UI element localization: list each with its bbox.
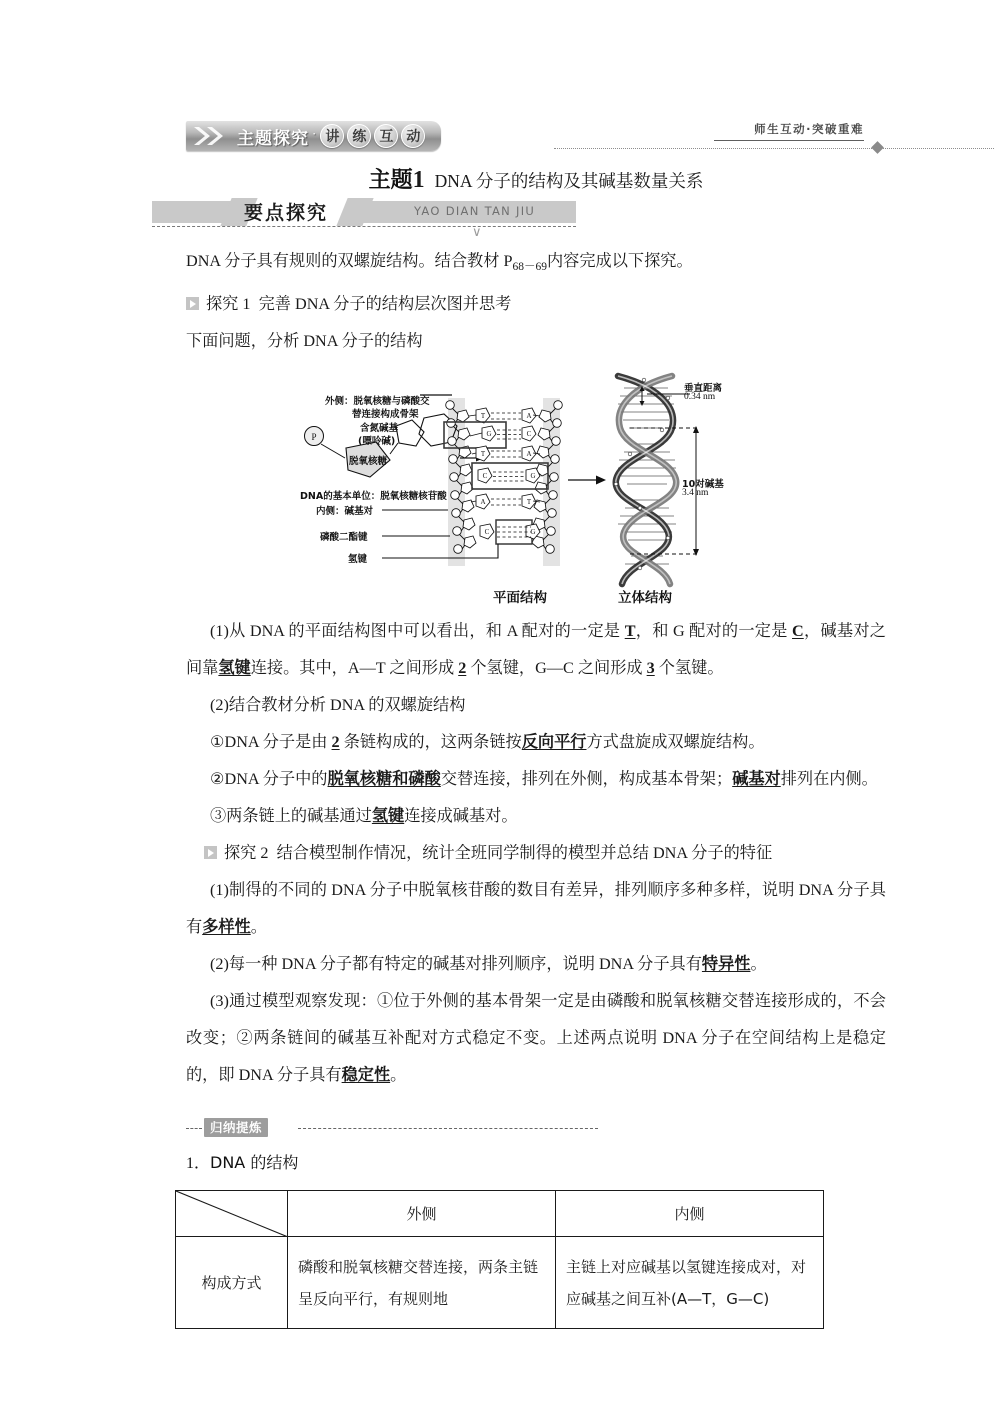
q2-2-text-a: ②DNA 分子中的	[210, 770, 328, 788]
q2-2-answer-1: 脱氧核糖和磷酸	[327, 770, 441, 788]
q2-3-text-a: ③两条链上的碱基通过	[210, 807, 372, 825]
q2-1-answer-2: 反向平行	[521, 733, 587, 751]
diamond-icon	[871, 141, 884, 154]
q2-1-text-a: ①DNA 分子是由	[210, 733, 332, 751]
paragraph-q1	[186, 613, 886, 687]
e2-2-text-b: 。	[750, 955, 767, 973]
table-rowhead-composition: 构成方式	[176, 1237, 288, 1329]
q1-answer-2: C	[792, 622, 804, 640]
paragraph-explore-2	[186, 835, 886, 872]
dna-structure-figure	[300, 358, 724, 610]
figure-label-vertical-value: 0.34 nm	[684, 392, 716, 402]
summary-heading-text: DNA 的结构	[210, 1153, 299, 1172]
e2-1-text-b: 。	[250, 918, 267, 936]
table-row	[176, 1237, 824, 1329]
figure-label-pitch-value: 3.4 nm	[682, 488, 709, 498]
section-banner-pinyin: YAO DIAN TAN JIU	[414, 204, 536, 218]
chevron-down-icon: ∨	[472, 225, 482, 240]
paragraph-q2-1	[186, 724, 886, 761]
svg-text:G: G	[486, 430, 492, 438]
figure-label-phosphodiester: 磷酸二酯键	[320, 532, 368, 543]
q2-2-text-b: 交替连接，排列在外侧，构成基本骨架；	[440, 770, 733, 788]
header-badge: 练	[347, 124, 371, 148]
body-block-answers-1	[186, 613, 886, 1094]
table-corner-cell	[176, 1191, 288, 1237]
section-banner-dashed-rule	[152, 226, 576, 227]
header-right-underline	[714, 140, 864, 141]
q1-text-b: ，和 G 配对的一定是	[635, 622, 793, 640]
q1-text-f: 个氢键。	[654, 659, 724, 677]
paragraph-q2-heading: (2)结合教材分析 DNA 的双螺旋结构	[210, 696, 466, 714]
figure-label-nitrogen-base: 含氮碱基	[360, 423, 399, 434]
q1-answer-3: 氢键	[218, 659, 251, 677]
e2-3-text-a: (3)通过模型观察发现：①位于外侧的基本骨架一定是由磷酸和脱氧核糖交替连接形成的，不会改变；②两条链间的碱基互补配对方式稳定不变。上述两点说明 DNA 分子在空间结构上是稳定的，即 DNA 分子具有	[186, 992, 886, 1084]
explore2-label: 探究 2	[224, 844, 269, 862]
summary-dash-right	[298, 1128, 598, 1129]
header-right-note-group	[714, 121, 864, 141]
explore1-text: 完善 DNA 分子的结构层次图并思考	[258, 295, 512, 314]
q2-1-text-b: 条链构成的，这两条链按	[339, 733, 522, 751]
body-block-intro	[186, 243, 886, 360]
q1-answer-4: 2	[458, 659, 467, 677]
svg-text:T: T	[480, 412, 486, 420]
q1-text-d: 连接。其中，A—T 之间形成	[250, 659, 459, 677]
paragraph-e2-3	[186, 983, 886, 1094]
summary-dash-left	[186, 1128, 202, 1129]
q1-text-c: ，碱基对之间靠	[186, 622, 886, 677]
page-title-subject: DNA 分子的结构及其碱基数量关系	[434, 171, 704, 191]
figure-label-outer-line1: 外侧：脱氧核糖与磷酸交	[325, 396, 430, 407]
summary-heading	[186, 1150, 298, 1173]
figure-label-inner-basepair: 内侧：碱基对	[316, 506, 374, 517]
q2-1-answer-1: 2	[331, 733, 340, 751]
svg-text:C: C	[484, 528, 490, 536]
page-title-label: 主题	[368, 168, 413, 193]
svg-text:C: C	[526, 430, 532, 438]
figure-caption-solid: 立体结构	[618, 590, 672, 606]
figure-label-vertical-distance: 垂直距离	[684, 383, 723, 394]
paragraph-q2-3	[186, 798, 886, 835]
summary-tag: 归纳提炼	[204, 1118, 268, 1137]
header-banner-separator: ·	[312, 126, 317, 141]
q1-text-e: 个氢键，G—C 之间形成	[466, 659, 647, 677]
page-title	[186, 163, 886, 194]
explore1-label: 探究 1	[206, 295, 251, 314]
table-header-row	[176, 1191, 824, 1237]
svg-text:A: A	[526, 450, 532, 458]
table-cell-inner: 主链上对应碱基以氢键连接成对，对应碱基之间互补(A—T，G—C)	[556, 1237, 824, 1329]
intro-text-a: DNA 分子具有规则的双螺旋结构。结合教材 P	[186, 252, 513, 270]
table-header-outer: 外侧	[288, 1191, 556, 1237]
svg-text:T: T	[526, 498, 532, 506]
triangle-bullet-icon	[204, 846, 217, 859]
header-badge: 讲	[320, 124, 344, 148]
e2-2-answer: 特异性	[701, 955, 751, 973]
svg-text:G: G	[530, 528, 536, 536]
e2-3-answer: 稳定性	[341, 1066, 391, 1084]
q2-2-answer-2: 碱基对	[732, 770, 781, 788]
figure-label-hydrogen-bond: 氢键	[348, 554, 368, 565]
e2-2-text-a: (2)每一种 DNA 分子都有特定的碱基对排列顺序，说明 DNA 分子具有	[210, 955, 702, 973]
header-badge: 动	[401, 124, 425, 148]
q2-3-text-b: 连接成碱基对。	[404, 807, 518, 825]
double-chevron-icon	[194, 125, 228, 147]
e2-1-answer: 多样性	[202, 918, 251, 936]
table-cell-outer: 磷酸和脱氧核糖交替连接，两条主链呈反向平行，有规则地	[288, 1237, 556, 1329]
svg-text:C: C	[482, 472, 488, 480]
svg-text:G: G	[530, 472, 536, 480]
section-banner-yaodiantanjiu	[152, 198, 572, 240]
q2-2-text-c: 排列在内侧。	[780, 770, 878, 788]
header-dotted-rule	[554, 148, 994, 149]
summary-divider	[186, 1118, 606, 1140]
corner-diagonal-icon	[176, 1191, 288, 1237]
figure-label-ten-basepairs: 10对碱基	[682, 479, 724, 490]
figure-caption-plane: 平面结构	[493, 590, 547, 606]
svg-text:A: A	[526, 412, 532, 420]
header-banner-title: 主题探究	[237, 128, 309, 149]
figure-label-dna-unit: DNA的基本单位：脱氧核糖核苷酸	[300, 491, 447, 502]
paragraph-intro	[186, 243, 886, 286]
page-title-number: 1	[412, 167, 425, 193]
intro-text-b: 内容完成以下探究。	[546, 252, 693, 270]
q2-3-answer-1: 氢键	[371, 807, 405, 825]
header-right-note: 师生互动·突破重难	[754, 122, 864, 136]
q1-text-a: (1)从 DNA 的平面结构图中可以看出，和 A 配对的一定是	[210, 622, 625, 640]
intro-subscript: 68－69	[512, 261, 547, 274]
triangle-bullet-icon	[186, 297, 199, 310]
header-badge-group	[320, 124, 425, 148]
svg-text:T: T	[480, 450, 486, 458]
paragraph-e2-2	[186, 946, 886, 983]
paragraph-q2-2	[186, 761, 886, 798]
table-header-inner: 内侧	[556, 1191, 824, 1237]
e2-3-text-b: 。	[390, 1066, 407, 1084]
figure-label-purine: (嘌呤碱)	[358, 436, 396, 447]
section-banner-title: 要点探究	[244, 202, 329, 224]
figure-label-outer-line2: 替连接构成骨架	[352, 409, 419, 420]
svg-text:P: P	[311, 432, 317, 442]
svg-text:脱氧核糖: 脱氧核糖	[348, 456, 388, 467]
header-banner-tab	[186, 121, 441, 151]
page-header	[186, 121, 886, 155]
svg-text:A: A	[480, 498, 486, 506]
paragraph-e2-1	[186, 872, 886, 946]
e2-1-text-a: (1)制得的不同的 DNA 分子中脱氧核苷酸的数目有差异，排列顺序多种多样，说明 DNA 分子具有	[186, 881, 886, 936]
header-badge: 互	[374, 124, 398, 148]
q1-answer-5: 3	[646, 659, 655, 677]
q1-answer-1: T	[624, 622, 636, 640]
summary-heading-number: 1．	[186, 1155, 211, 1172]
q2-1-text-c: 方式盘旋成双螺旋结构。	[586, 733, 765, 751]
paragraph-explore-1	[186, 286, 886, 323]
dna-structure-table	[175, 1190, 824, 1329]
explore2-text: 结合模型制作情况，统计全班同学制得的模型并总结 DNA 分子的特征	[276, 844, 773, 862]
paragraph-explore-1-line2: 下面问题，分析 DNA 分子的结构	[186, 332, 423, 351]
